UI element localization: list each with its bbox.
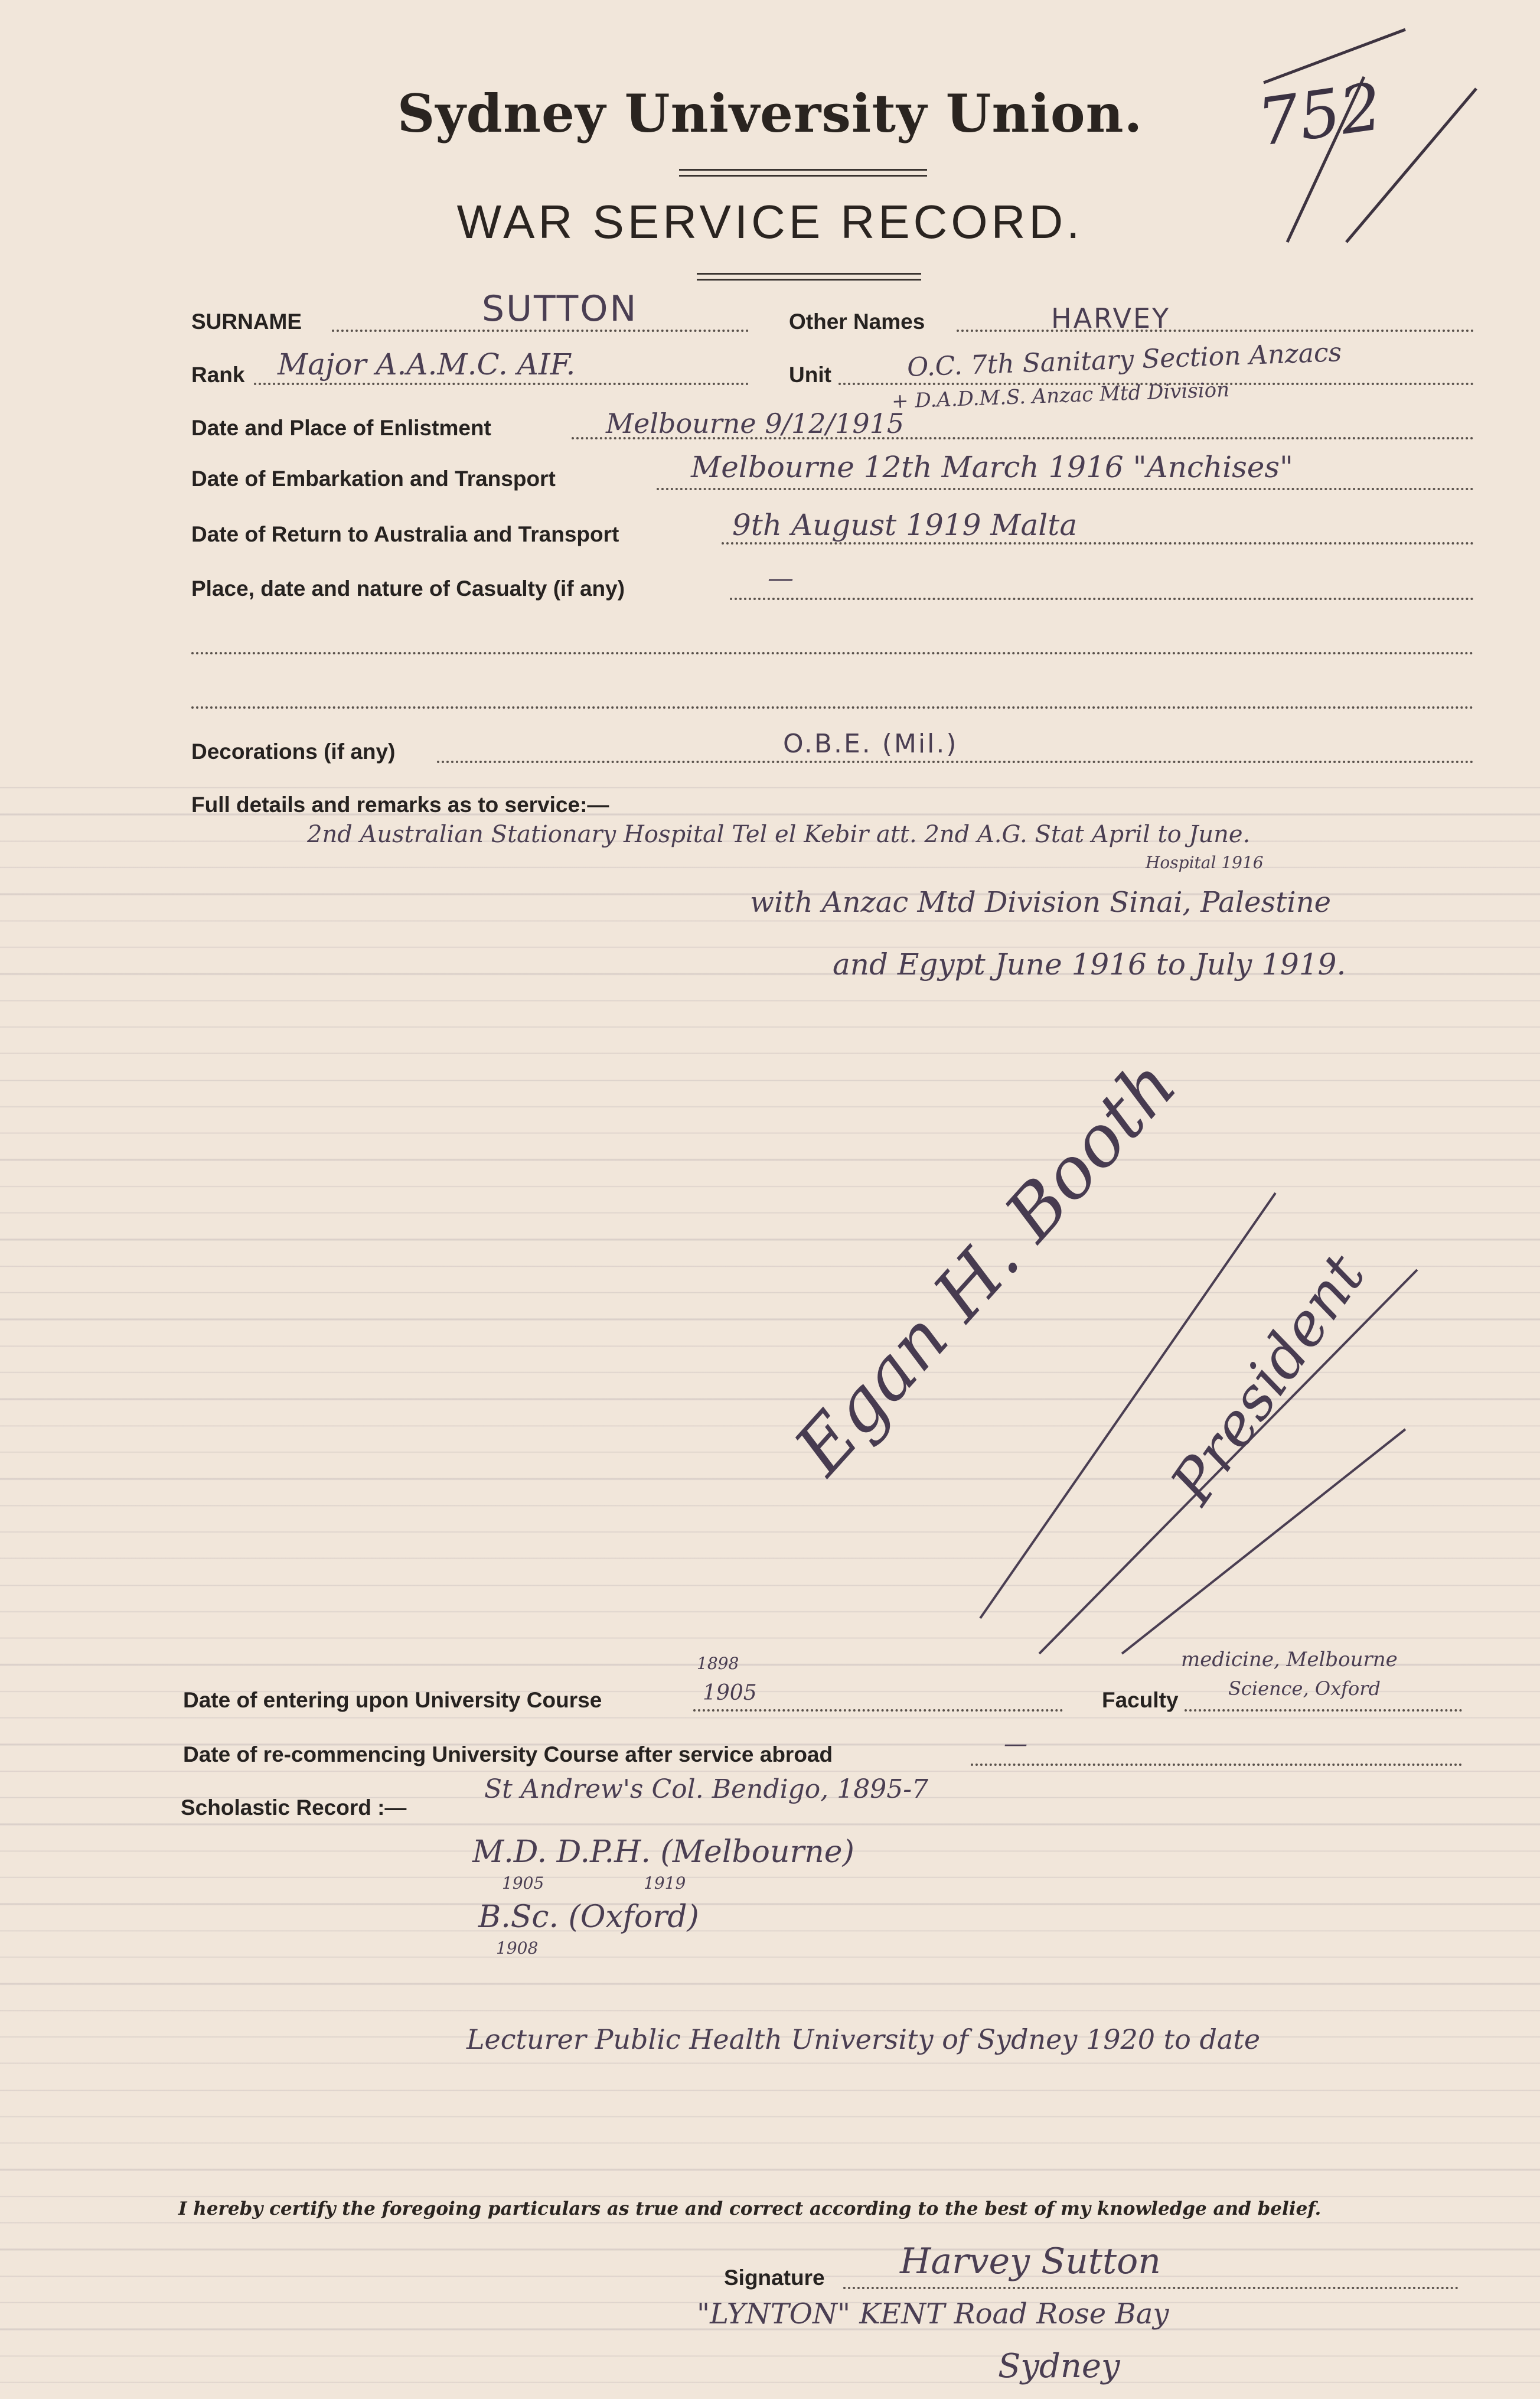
decorations-dots	[437, 761, 1474, 763]
surname-value: SUTTON	[482, 288, 638, 330]
address-line-1: "LYNTON" KENT Road Rose Bay	[697, 2297, 1169, 2330]
unit-value: O.C. 7th Sanitary Section Anzacs	[906, 337, 1342, 383]
service-line-1-note: Hospital 1916	[1146, 853, 1264, 872]
war-service-record-heading: WAR SERVICE RECORD.	[456, 195, 1084, 248]
record-number: 752	[1253, 69, 1386, 161]
surname-dots	[332, 330, 749, 332]
decorations-value: O.B.E. (Mil.)	[783, 729, 958, 759]
scholastic-line-2: M.D. D.P.H. (Melbourne)	[472, 1834, 854, 1870]
service-line-2: with Anzac Mtd Division Sinai, Palestine	[750, 886, 1332, 919]
faculty-label: Faculty	[1102, 1688, 1179, 1712]
service-line-3: and Egypt June 1916 to July 1919.	[833, 947, 1346, 982]
bsc-year: 1908	[496, 1938, 539, 1958]
surname-label: SURNAME	[191, 309, 302, 334]
other-names-dots	[957, 330, 1474, 332]
entering-value: 1905	[703, 1681, 757, 1705]
lecturer-line: Lecturer Public Health University of Sydney 1920 to date	[466, 2023, 1261, 2055]
union-title: Sydney University Union.	[397, 83, 1143, 144]
title-rule-2	[679, 175, 927, 177]
dph-year: 1919	[644, 1873, 686, 1893]
faculty-dots	[1185, 1709, 1462, 1712]
president-name: Egan H. Booth	[779, 1044, 1193, 1491]
recommencing-value: —	[1004, 1730, 1027, 1758]
title-rule-1	[679, 169, 927, 171]
rank-label: Rank	[191, 363, 245, 387]
faculty-value-1: medicine, Melbourne	[1181, 1648, 1398, 1671]
service-line-1: 2nd Australian Stationary Hospital Tel el Kebir att. 2nd A.G. Stat April to June.	[307, 821, 1251, 848]
embarkation-label: Date of Embarkation and Transport	[191, 467, 556, 491]
enlistment-value: Melbourne 9/12/1915	[606, 408, 905, 439]
signature-dots	[843, 2287, 1459, 2289]
faculty-value-2: Science, Oxford	[1228, 1677, 1381, 1700]
casualty-dots-2	[191, 652, 1474, 654]
scholastic-line-1: St Andrew's Col. Bendigo, 1895-7	[484, 1774, 929, 1804]
details-label: Full details and remarks as to service:—	[191, 793, 609, 817]
rank-value: Major A.A.M.C. AIF.	[278, 347, 576, 382]
rank-dots	[254, 383, 749, 385]
enlistment-label: Date and Place of Enlistment	[191, 416, 491, 440]
casualty-value: —	[768, 563, 794, 594]
unit-label: Unit	[789, 363, 831, 387]
other-names-label: Other Names	[789, 309, 925, 334]
casualty-dots	[730, 598, 1474, 600]
return-dots	[722, 542, 1474, 545]
recommencing-dots	[971, 1764, 1462, 1766]
decorations-label: Decorations (if any)	[191, 739, 396, 764]
subtitle-rule-2	[697, 279, 921, 281]
signature-value: Harvey Sutton	[900, 2241, 1161, 2282]
president-title: President	[1157, 1241, 1379, 1517]
entering-dots	[693, 1709, 1063, 1712]
unit-value-2: + D.A.D.M.S. Anzac Mtd Division	[891, 378, 1230, 413]
embarkation-value: Melbourne 12th March 1916 "Anchises"	[691, 450, 1294, 484]
scholastic-label: Scholastic Record :—	[181, 1795, 407, 1820]
signature-stroke-3	[1122, 1429, 1405, 1654]
recommencing-label: Date of re-commencing University Course after service abroad	[183, 1742, 833, 1766]
address-line-2: Sydney	[998, 2347, 1120, 2385]
md-year: 1905	[502, 1873, 544, 1893]
entering-year-above: 1898	[697, 1654, 739, 1673]
certification-statement: I hereby certify the foregoing particulars as true and correct according to the best of my knowledge and belief.	[178, 2198, 1322, 2219]
return-value: 9th August 1919 Malta	[732, 508, 1078, 542]
embarkation-dots	[657, 488, 1474, 490]
other-names-value: HARVEY	[1051, 302, 1171, 334]
return-label: Date of Return to Australia and Transport	[191, 522, 619, 546]
casualty-label: Place, date and nature of Casualty (if any)	[191, 576, 625, 601]
scholastic-line-3: B.Sc. (Oxford)	[478, 1899, 699, 1935]
casualty-dots-3	[191, 706, 1474, 709]
entering-label: Date of entering upon University Course	[183, 1688, 602, 1712]
signature-label: Signature	[724, 2266, 825, 2290]
subtitle-rule-1	[697, 273, 921, 275]
